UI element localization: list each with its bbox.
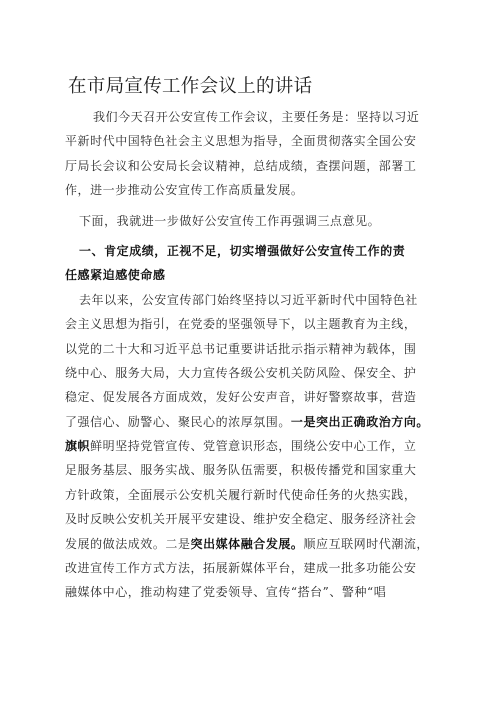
paragraph-line: 稳定、促发展各方面成效，发好公安声音，讲好警察故事，营造 [65,390,417,405]
section-heading: 一、肯定成绩，正视不足，切实增强做好公安宣传工作的责 [79,243,406,258]
paragraph-line: 我们今天召开公安宣传工作会议，主要任务是：坚持以习近 [93,110,420,124]
paragraph-line: 平新时代中国特色社会主义思想为指导，全面贯彻落实全国公安 [65,134,417,149]
key-point-1-continued: 旗帜 [65,439,91,454]
paragraph-line: 及时反映公安机关开展平安建设、维护安全稳定、服务经济社会 [65,512,417,527]
paragraph-line: 足服务基层、服务实战、服务队伍需要，积极传播党和国家重大 [65,463,417,478]
paragraph-text: 发展的做法成效。二是 [65,536,191,551]
section-heading-continued: 任感紧迫感使命感 [65,268,166,283]
paragraph-text: 顺应互联网时代潮流， [303,536,429,551]
paragraph-line [65,410,445,434]
paragraph-text: 鲜明坚持党管宣传、党管意识形态，围绕公安中心工作，立 [90,439,417,454]
key-point-2: 突出媒体融合发展。 [190,536,304,551]
paragraph-line: 去年以来，公安宣传部门始终坚持以习近平新时代中国特色社 [79,292,418,307]
paragraph-line [65,434,445,458]
paragraph-text: 了强信心、励警心、聚民心的浓厚氛围。 [65,414,291,429]
paragraph-line: 改进宣传工作方式方法，拓展新媒体平台，建成一批多功能公安 [65,561,417,576]
paragraph-line: 方针政策，全面展示公安机关履行新时代使命任务的火热实践， [65,487,417,502]
paragraph-line [65,532,445,556]
page-title: 在市局宣传工作会议上的讲话 [68,76,313,97]
key-point-1: 一是突出正确政治方向。 [290,414,429,429]
paragraph-line: 会主义思想为指引，在党委的坚强领导下，以主题教育为主线， [65,317,417,332]
document-body [65,105,445,605]
paragraph-line: 融媒体中心，推动构建了党委领导、宣传“搭台”、警种“唱 [65,585,387,600]
paragraph-line: 绕中心、服务大局，大力宣传各级公安机关防风险、保安全、护 [65,365,417,380]
paragraph-line: 下面，我就进一步做好公安宣传工作再强调三点意见。 [79,213,381,228]
paragraph-line: 厅局长会议和公安局长会议精神，总结成绩，查摆问题，部署工 [65,158,417,173]
paragraph-line: 以党的二十大和习近平总书记重要讲话批示指示精神为载体，围 [65,341,417,356]
paragraph-line: 作，进一步推动公安宣传工作高质量发展。 [65,183,304,198]
